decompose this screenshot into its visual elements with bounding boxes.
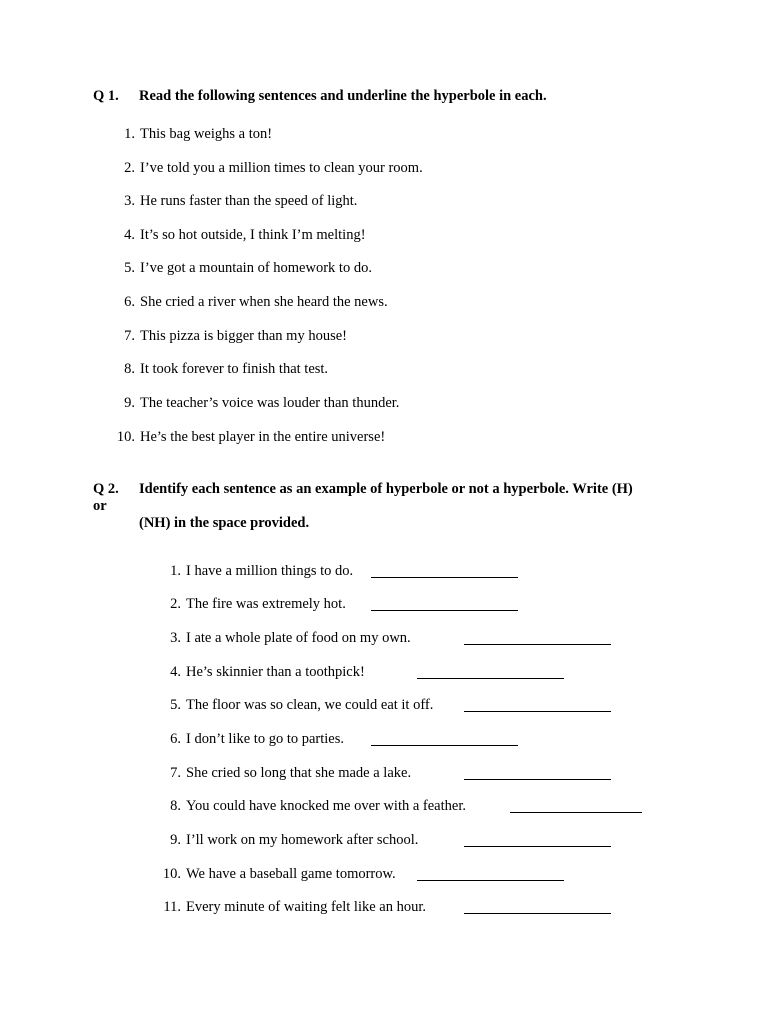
list-item xyxy=(157,798,466,815)
item-number: 11. xyxy=(163,899,181,915)
item-text: I’ve got a mountain of homework to do. xyxy=(140,260,372,276)
list-item xyxy=(108,328,347,345)
item-text: The fire was extremely hot. xyxy=(186,596,346,612)
item-number: 9. xyxy=(124,395,135,411)
list-item xyxy=(157,697,433,714)
answer-blank[interactable] xyxy=(371,745,518,746)
list-item xyxy=(157,832,418,849)
item-text: The floor was so clean, we could eat it off. xyxy=(186,697,434,713)
question-2-instruction-line2: (NH) in the space provided. xyxy=(139,515,310,531)
answer-blank[interactable] xyxy=(464,913,611,914)
answer-blank[interactable] xyxy=(417,678,564,679)
item-number: 9. xyxy=(170,832,181,848)
list-item xyxy=(108,429,385,446)
item-number: 10. xyxy=(162,866,181,882)
item-number: 3. xyxy=(170,630,181,646)
item-text: She cried a river when she heard the news. xyxy=(140,294,388,310)
list-item xyxy=(108,361,328,378)
item-number: 4. xyxy=(170,664,181,680)
list-item xyxy=(108,193,357,210)
list-item xyxy=(157,563,353,580)
item-number: 5. xyxy=(170,697,181,713)
question-1-number: Q 1. xyxy=(93,88,119,104)
list-item xyxy=(108,395,399,412)
list-item xyxy=(108,126,272,143)
item-number: 6. xyxy=(170,731,181,747)
answer-blank[interactable] xyxy=(510,812,642,813)
answer-blank[interactable] xyxy=(464,644,611,645)
list-item xyxy=(108,160,423,177)
answer-blank[interactable] xyxy=(371,577,518,578)
list-item xyxy=(108,260,372,277)
item-text: I have a million things to do. xyxy=(186,563,354,579)
item-text: This bag weighs a ton! xyxy=(140,126,273,142)
item-text: I ate a whole plate of food on my own. xyxy=(186,630,411,646)
item-number: 7. xyxy=(170,765,181,781)
item-number: 5. xyxy=(124,260,135,276)
list-item xyxy=(157,596,346,613)
item-text: Every minute of waiting felt like an hour. xyxy=(186,899,426,915)
item-number: 8. xyxy=(170,798,181,814)
item-text: The teacher’s voice was louder than thunder. xyxy=(140,395,400,411)
item-text: You could have knocked me over with a feather. xyxy=(186,798,466,814)
item-text: He’s skinnier than a toothpick! xyxy=(186,664,365,680)
item-number: 1. xyxy=(124,126,135,142)
item-number: 1. xyxy=(170,563,181,579)
item-number: 4. xyxy=(124,227,135,243)
question-1-instruction: Read the following sentences and underline the hyperbole in each. xyxy=(139,88,547,104)
item-text: It took forever to finish that test. xyxy=(140,361,329,377)
answer-blank[interactable] xyxy=(464,846,611,847)
item-number: 2. xyxy=(124,160,135,176)
item-text: He’s the best player in the entire universe! xyxy=(140,429,386,445)
answer-blank[interactable] xyxy=(464,779,611,780)
list-item xyxy=(108,227,366,244)
item-text: This pizza is bigger than my house! xyxy=(140,328,347,344)
list-item xyxy=(157,866,396,883)
list-item xyxy=(157,664,365,681)
list-item xyxy=(157,630,411,647)
list-item xyxy=(157,899,426,916)
answer-blank[interactable] xyxy=(464,711,611,712)
answer-blank[interactable] xyxy=(371,610,518,611)
item-text: It’s so hot outside, I think I’m melting! xyxy=(140,227,366,243)
item-text: I’ve told you a million times to clean your room. xyxy=(140,160,423,176)
question-2-number: Q 2. xyxy=(93,481,119,497)
item-number: 10. xyxy=(116,429,135,445)
item-text: I’ll work on my homework after school. xyxy=(186,832,419,848)
item-number: 6. xyxy=(124,294,135,310)
list-item xyxy=(157,765,411,782)
item-number: 3. xyxy=(124,193,135,209)
item-number: 2. xyxy=(170,596,181,612)
item-text: She cried so long that she made a lake. xyxy=(186,765,412,781)
item-number: 8. xyxy=(124,361,135,377)
item-text: We have a baseball game tomorrow. xyxy=(186,866,396,882)
item-number: 7. xyxy=(124,328,135,344)
item-text: I don’t like to go to parties. xyxy=(186,731,344,747)
question-2-instruction-line1: Identify each sentence as an example of hyperbole or not a hyperbole. Write (H) xyxy=(139,481,633,497)
list-item xyxy=(157,731,344,748)
answer-blank[interactable] xyxy=(417,880,564,881)
item-text: He runs faster than the speed of light. xyxy=(140,193,358,209)
question-2-instruction-wrap: or xyxy=(93,498,107,514)
list-item xyxy=(108,294,388,311)
